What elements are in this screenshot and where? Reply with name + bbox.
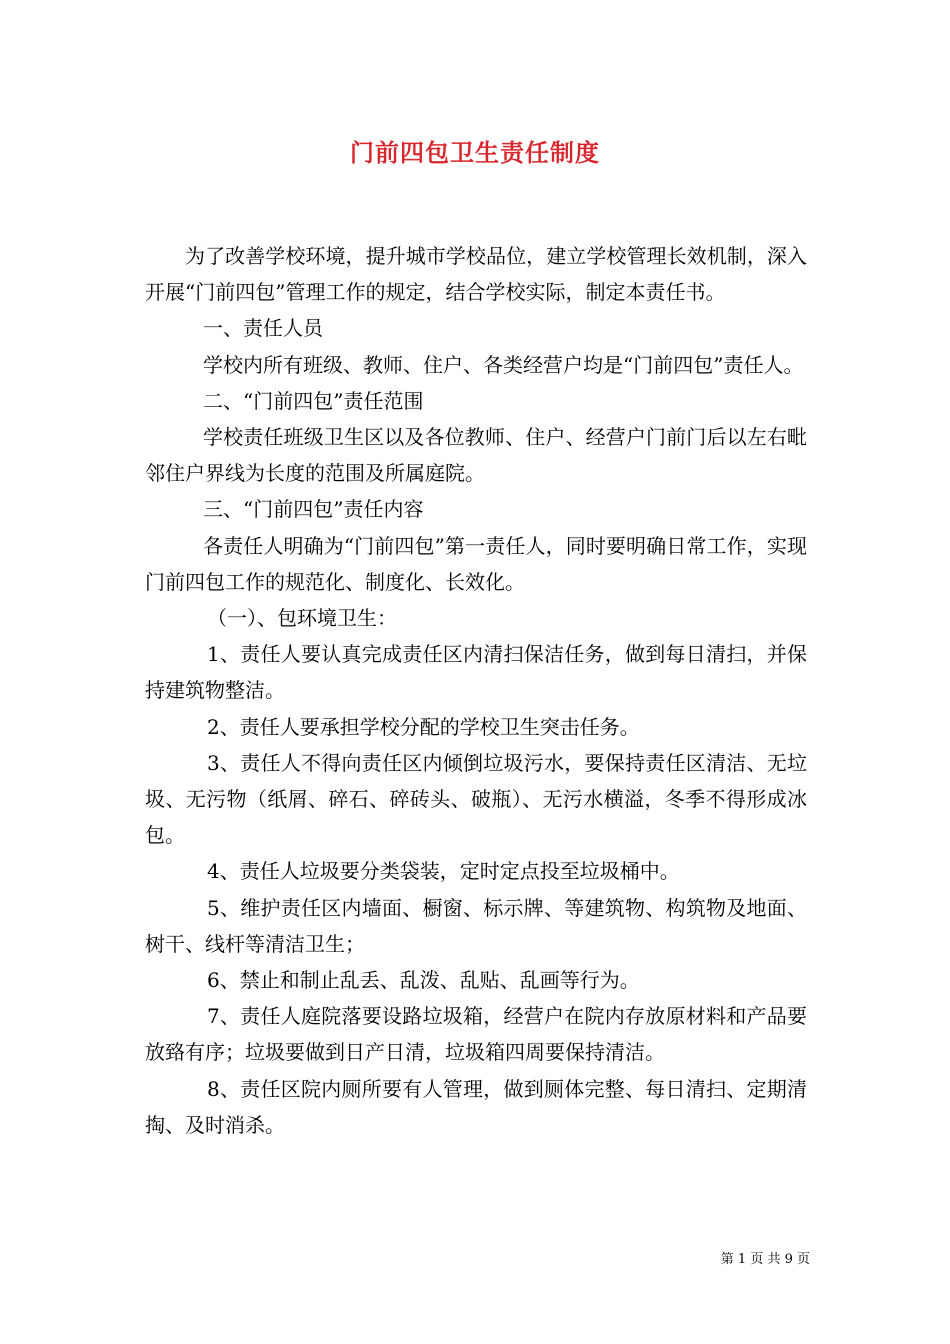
document-body (145, 238, 807, 1143)
paragraph-scope: 学校责任班级卫生区以及各位教师、住户、经营户门前门后以左右毗邻住户界线为长度的范围及所属庭院。 (145, 425, 807, 486)
list-item-6: 6、禁止和制止乱丢、乱泼、乱贴、乱画等行为。 (207, 968, 640, 993)
paragraph-intro: 为了改善学校环境，提升城市学校品位，建立学校管理长效机制，深入开展“门前四包”管理工作的规定，结合学校实际，制定本责任书。 (145, 244, 807, 305)
list-item-3: 3、责任人不得向责任区内倾倒垃圾污水，要保持责任区清洁、无垃圾、无污物（纸屑、碎石、碎砖头、破瓶）、无污水横溢，冬季不得形成冰包。 (145, 750, 807, 848)
list-item-1: 1、责任人要认真完成责任区内清扫保洁任务，做到每日清扫，并保持建筑物整洁。 (145, 642, 807, 703)
section-heading-2: 二、“门前四包”责任范围 (203, 388, 424, 413)
list-item-4: 4、责任人垃圾要分类袋装，定时定点投至垃圾桶中。 (207, 859, 680, 884)
page-number: 第 1 页 共 9 页 (720, 1252, 810, 1267)
list-item-5: 5、维护责任区内墙面、橱窗、标示牌、等建筑物、构筑物及地面、树干、线杆等清洁卫生； (145, 895, 807, 956)
list-item-2: 2、责任人要承担学校分配的学校卫生突击任务。 (207, 714, 640, 739)
section-heading-3: 三、“门前四包”责任内容 (203, 497, 424, 522)
paragraph-content: 各责任人明确为“门前四包”第一责任人，同时要明确日常工作，实现门前四包工作的规范化、制度化、长效化。 (145, 533, 807, 594)
list-item-7: 7、责任人庭院落要设路垃圾箱，经营户在院内存放原材料和产品要放臵有序；垃圾要做到日产日清，垃圾箱四周要保持清洁。 (145, 1004, 807, 1065)
list-item-8: 8、责任区院内厕所要有人管理，做到厕体完整、每日清扫、定期清掏、及时消杀。 (145, 1076, 807, 1137)
section-heading-1: 一、责任人员 (203, 316, 323, 341)
document-title: 门前四包卫生责任制度 (350, 138, 600, 167)
paragraph-responsible-persons: 学校内所有班级、教师、住户、各类经营户均是“门前四包”责任人。 (203, 352, 804, 377)
subsection-heading-1: （一）、包环境卫生： (207, 606, 397, 631)
